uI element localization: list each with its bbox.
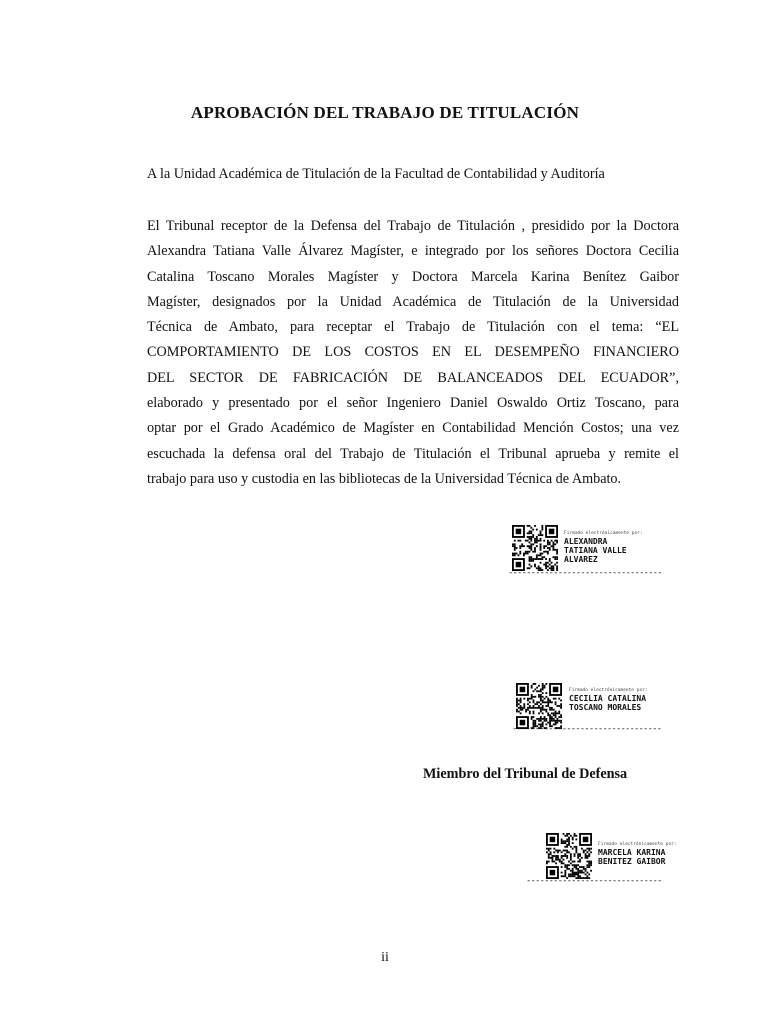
signer-role: Miembro del Tribunal de Defensa <box>423 766 628 782</box>
e-signature-caption: Firmado electrónicamente por: <box>598 842 677 847</box>
signature-line: ------------------------------ <box>526 876 662 886</box>
page-title: APROBACIÓN DEL TRABAJO DE TITULACIÓN <box>190 103 580 122</box>
paragraph-line: Magíster, designados por la Unidad Académica de Titulación de la Universidad <box>147 293 679 310</box>
paragraph-line: Alexandra Tatiana Valle Álvarez Magíster, e integrado por los señores Doctora Cecilia <box>147 243 679 260</box>
paragraph-line: COMPORTAMIENTO DE LOS COSTOS EN EL DESEMPEÑO FINANCIERO <box>147 344 679 361</box>
paragraph-line: escuchada la defensa oral del Trabajo de Titulación el Tribunal aprueba y remite el <box>147 445 679 462</box>
paragraph-line: optar por el Grado Académico de Magíster en Contabilidad Mención Costos; una vez <box>147 420 679 437</box>
paragraph-line: trabajo para uso y custodia en las bibliotecas de la Universidad Técnica de Ambato. <box>147 470 622 487</box>
qr-code-icon <box>512 525 558 571</box>
qr-code-icon <box>516 683 562 729</box>
paragraph-line: DEL SECTOR DE FABRICACIÓN DE BALANCEADOS DEL ECUADOR”, <box>147 369 679 386</box>
signature-line: --------------------------------- <box>512 724 662 734</box>
signature-line: ---------------------------------- <box>508 568 662 578</box>
paragraph-line: Técnica de Ambato, para receptar el Trabajo de Titulación con el tema: “EL <box>147 319 679 336</box>
paragraph-line: elaborado y presentado por el señor Ingeniero Daniel Oswaldo Ortiz Toscano, para <box>147 395 679 412</box>
e-signature-name: CECILIA CATALINA TOSCANO MORALES <box>569 694 647 712</box>
approval-paragraph <box>147 214 679 492</box>
e-signature-name: MARCELA KARINA BENITEZ GAIBOR <box>598 848 666 866</box>
paragraph-line: Catalina Toscano Morales Magíster y Doctora Marcela Karina Benítez Gaibor <box>147 268 679 285</box>
page-number: ii <box>381 950 389 965</box>
e-signature-caption: Firmado electrónicamente por: <box>564 531 643 536</box>
qr-code-icon <box>546 833 592 879</box>
paragraph-line: El Tribunal receptor de la Defensa del Trabajo de Titulación , presidido por la Doctora <box>147 218 679 234</box>
addressee-line: A la Unidad Académica de Titulación de la Facultad de Contabilidad y Auditoría <box>147 166 605 182</box>
e-signature-caption: Firmado electrónicamente por: <box>569 688 648 693</box>
e-signature-name: ALEXANDRA TATIANA VALLE ALVAREZ <box>564 537 627 564</box>
